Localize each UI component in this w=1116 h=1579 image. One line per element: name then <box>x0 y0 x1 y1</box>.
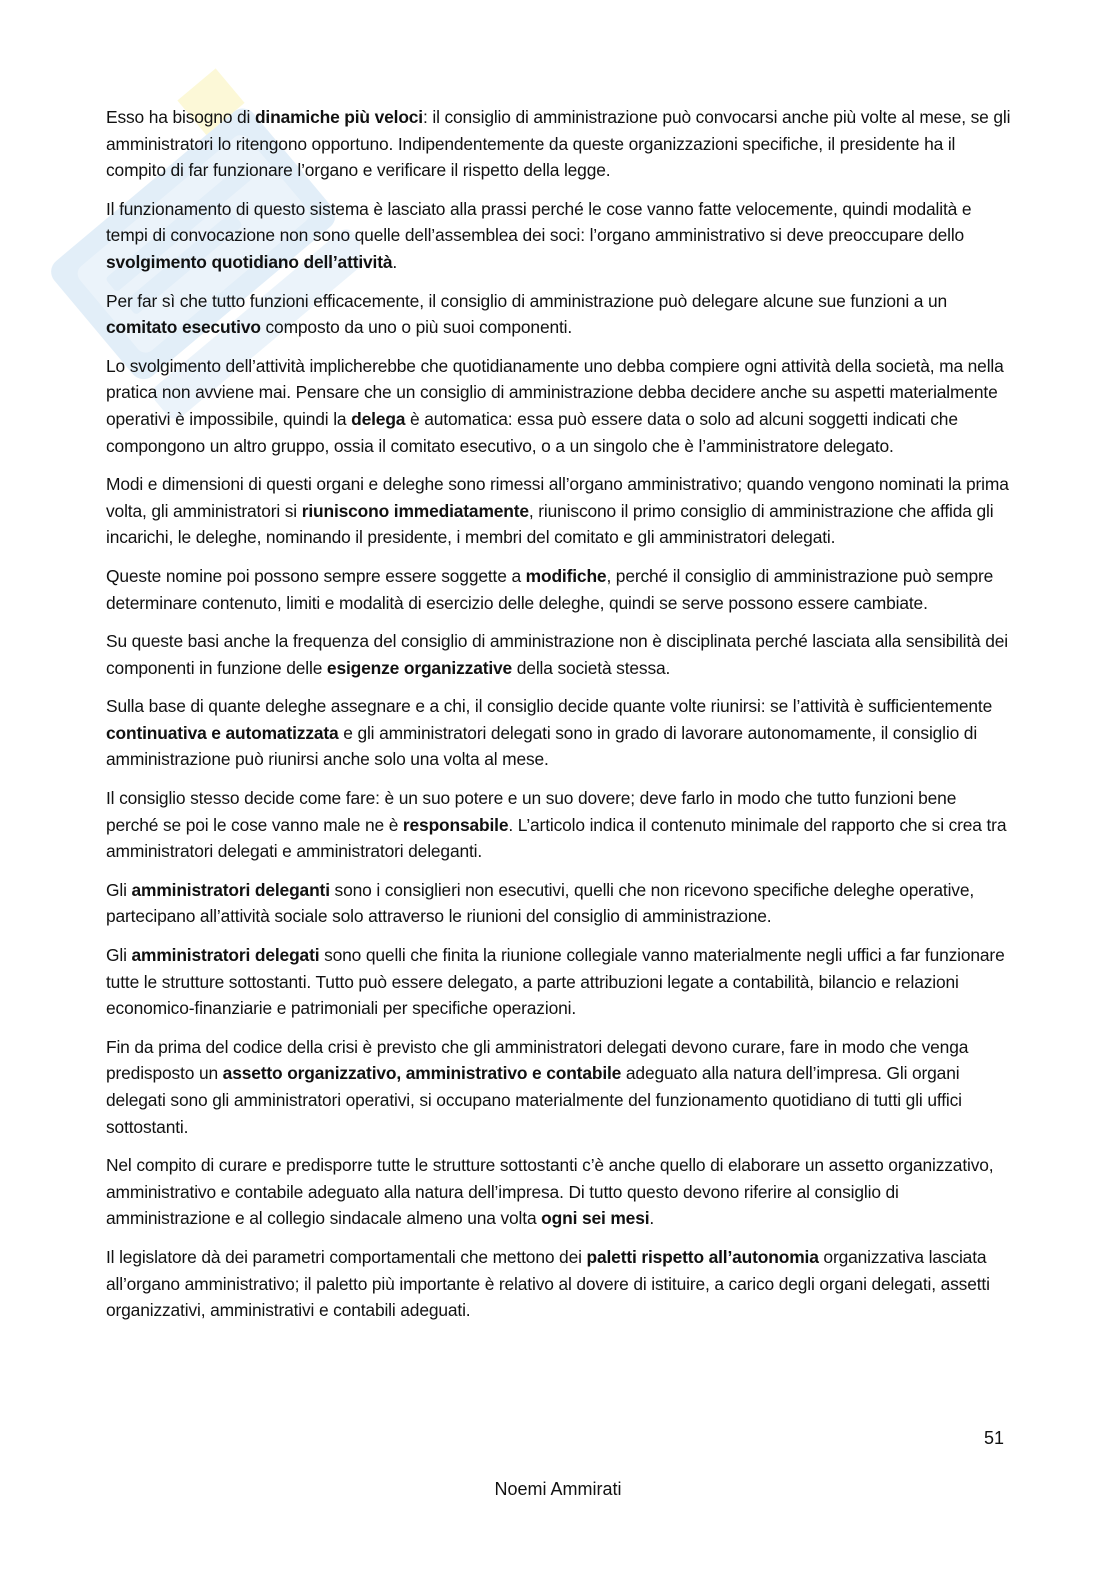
paragraph <box>106 471 1012 551</box>
text-run: : il consiglio di amministrazione può convocarsi anche più volte al mese, se gli amministratori lo ritengono opportuno. Indipendentemente da queste organizzazioni specifiche, il presidente ha il compito di far funzionare l’organo e verificare il rispetto della legge. <box>106 107 1011 181</box>
bold-text: continuativa e automatizzata <box>106 722 339 743</box>
text-run: sono quelli che finita la riunione collegiale vanno materialmente negli uffici a far funzionare tutte le strutture sottostanti. Tutto può essere delegato, a parte attribuzioni legate a contabilità, bilancio e relazioni economico-finanziarie e patrimoniali per specifiche operazioni. <box>106 945 1005 1019</box>
text-run: adeguato alla natura dell’impresa. Gli organi delegati sono gli amministratori operativi, si occupano materialmente del funzionamento quotidiano di tutti gli uffici sottostanti. <box>106 1063 962 1137</box>
text-run: Fin da prima del codice della crisi è previsto che gli amministratori delegati devono curare, fare in modo che venga predisposto un <box>106 1036 969 1084</box>
text-run: e gli amministratori delegati sono in grado di lavorare autonomamente, il consiglio di amministrazione può riunirsi anche solo una volta al mese. <box>106 722 978 770</box>
paragraph <box>106 353 1012 459</box>
paragraph <box>106 693 1012 773</box>
text-run: composto da uno o più suoi componenti. <box>260 317 573 338</box>
bold-text: paletti rispetto all’autonomia <box>586 1246 819 1267</box>
bold-text: comitato esecutivo <box>106 317 261 338</box>
bold-text: svolgimento quotidiano dell’attività <box>106 251 393 272</box>
paragraph <box>106 942 1012 1022</box>
paragraph <box>106 288 1012 341</box>
text-run: Il funzionamento di questo sistema è lasciato alla prassi perché le cose vanno fatte velocemente, quindi modalità e tempi di convocazione non sono quelle dell’assemblea dei soci: l’organo amministrativo si deve preoccupare dello <box>106 198 972 246</box>
text-run: Su queste basi anche la frequenza del consiglio di amministrazione non è disciplinata perché lasciata alla sensibilità dei componenti in funzione delle <box>106 631 1009 678</box>
text-run: . <box>649 1208 655 1229</box>
bold-text: dinamiche più veloci <box>254 107 423 127</box>
footer-author: Noemi Ammirati <box>494 1479 622 1499</box>
paragraph <box>106 1034 1012 1140</box>
text-run: Modi e dimensioni di questi organi e deleghe sono rimessi all’organo amministrativo; quando vengono nominati la prima volta, gli amministratori si <box>106 474 1009 521</box>
text-run: Lo svolgimento dell’attività implicherebbe che quotidianamente uno debba compiere ogni attività della società, ma nella pratica non avviene mai. Pensare che un consiglio di amministrazione debba decidere anche su aspetti materialmente operativi è impossibile, quindi la <box>106 355 1004 429</box>
paragraph <box>106 785 1012 865</box>
bold-text: delega <box>351 408 406 429</box>
bold-text: amministratori delegati <box>131 945 320 966</box>
text-run: Nel compito di curare e predisporre tutte le strutture sottostanti c’è anche quello di elaborare un assetto organizzativo, amministrativo e contabile adeguato alla natura dell’impresa. Di tutto questo devono riferire al consiglio di amministrazione e al collegio sindacale almeno una volta <box>106 1155 994 1229</box>
paragraph <box>106 628 1012 681</box>
bold-text: riuniscono immediatamente <box>301 500 529 521</box>
paragraph <box>106 563 1012 616</box>
paragraph <box>106 1244 1012 1324</box>
text-run: organizzativa lasciata all’organo amministrativo; il paletto più importante è relativo al dovere di istituire, a carico degli organi delegati, assetti organizzativi, amministrativi e contabili adeguati. <box>106 1246 990 1321</box>
text-run: . L’articolo indica il contenuto minimale del rapporto che si crea tra amministratori delegati e amministratori deleganti. <box>106 814 1007 862</box>
page-number: 51 <box>983 1428 1004 1448</box>
text-run: Gli <box>106 945 132 966</box>
paragraph <box>106 104 1012 184</box>
bold-text: amministratori deleganti <box>131 879 330 900</box>
text-run: , riuniscono il primo consiglio di amministrazione che affida gli incarichi, le deleghe, nominando il presidente, i membri del comitato e gli amministratori delegati. <box>106 500 994 548</box>
bold-text: esigenze organizzative <box>326 657 513 678</box>
text-run: Il legislatore dà dei parametri comportamentali che mettono dei <box>106 1246 587 1267</box>
text-run: è automatica: essa può essere data o solo ad alcuni soggetti indicati che compongono un altro gruppo, ossia il comitato esecutivo, o a un singolo che è l’amministratore delegato. <box>106 408 958 456</box>
text-run: , perché il consiglio di amministrazione può sempre determinare contenuto, limiti e modalità di esercizio delle deleghe, quindi se serve possono essere cambiate. <box>106 565 994 613</box>
paragraph <box>106 196 1012 276</box>
bold-text: assetto organizzativo, amministrativo e contabile <box>222 1063 622 1084</box>
text-run: . <box>392 251 398 272</box>
document-body <box>106 104 1012 1336</box>
text-run: Sulla base di quante deleghe assegnare e a chi, il consiglio decide quante volte riunirsi: se l’attività è sufficientemente <box>106 696 993 717</box>
text-run: Per far sì che tutto funzioni efficacemente, il consiglio di amministrazione può delegare alcune sue funzioni a un <box>106 290 948 311</box>
text-run: Gli <box>106 879 132 900</box>
text-run: sono i consiglieri non esecutivi, quelli che non ricevono specifiche deleghe operative, partecipano all’attività sociale solo attraverso le riunioni del consiglio di amministrazione. <box>106 879 975 927</box>
text-run: Queste nomine poi possono sempre essere soggette a <box>106 565 526 586</box>
bold-text: ogni sei mesi <box>541 1208 650 1229</box>
paragraph <box>106 1152 1012 1232</box>
text-run: della società stessa. <box>512 657 671 678</box>
bold-text: modifiche <box>525 565 607 586</box>
paragraph <box>106 877 1012 930</box>
bold-text: responsabile <box>402 814 509 835</box>
text-run: Il consiglio stesso decide come fare: è un suo potere e un suo dovere; deve farlo in modo che tutto funzioni bene perché se poi le cose vanno male ne è <box>106 788 957 835</box>
text-run: Esso ha bisogno di <box>106 107 255 127</box>
